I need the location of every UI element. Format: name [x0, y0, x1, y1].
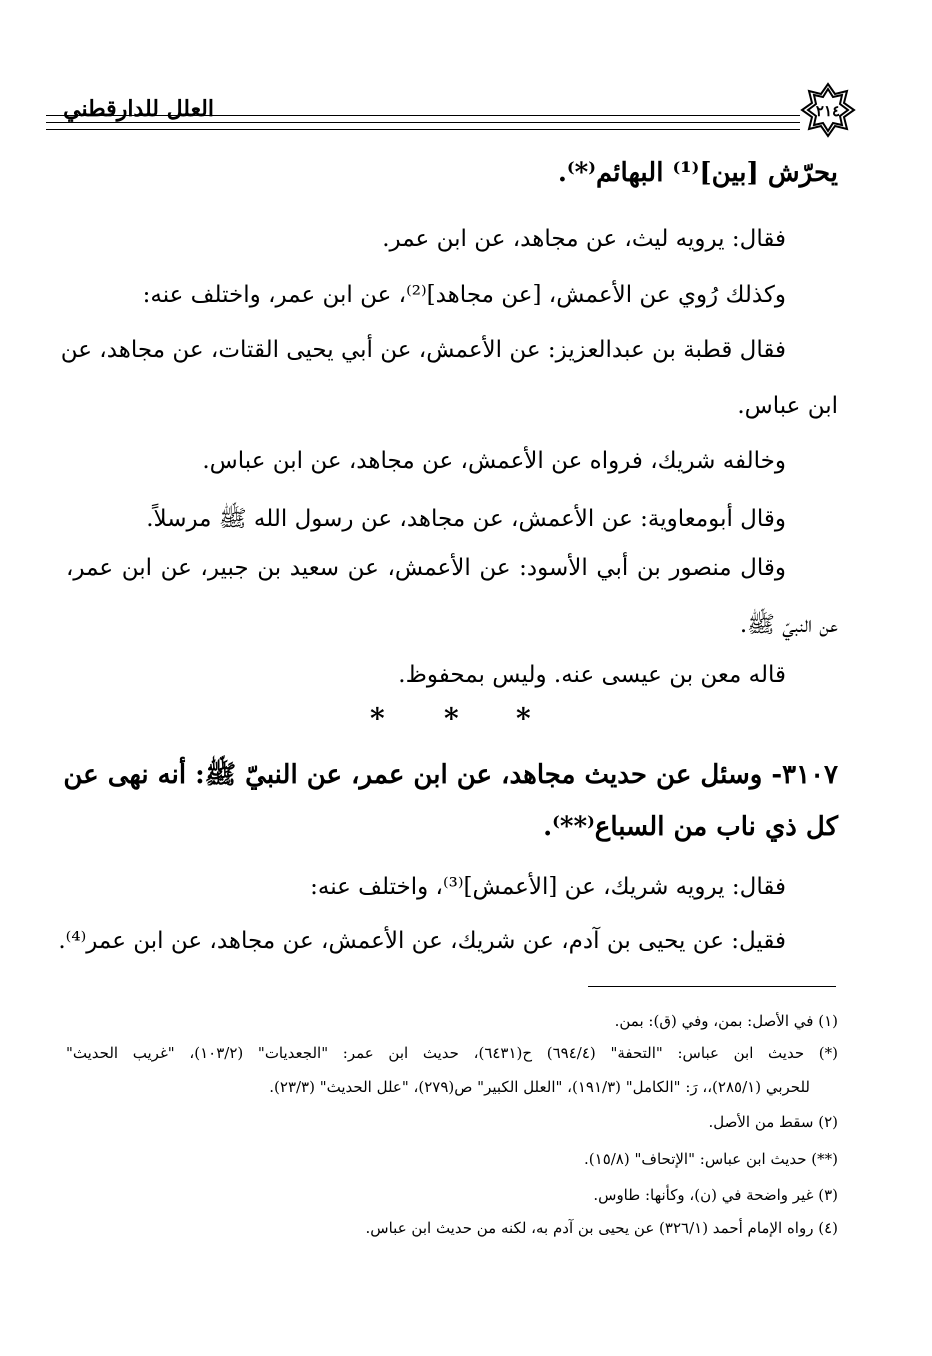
text-line: يحرّش [بين]⁽¹⁾ البهائم⁽*⁾. [557, 158, 838, 188]
footnote: للحربي (٢٨٥/١)،، رَ: "الكامل" (١٩١/٣)، "العلل الكبير" ص(٢٧٩)، "علل الحديث" (٢٣/٣). [269, 1078, 810, 1096]
text-line: وخالفه شريك، فرواه عن الأعمش، عن مجاهد، عن ابن عباس. [202, 448, 786, 474]
text-line: فقال: يرويه ليث، عن مجاهد، عن ابن عمر. [382, 226, 786, 252]
footnote: (*) حديث ابن عباس: "التحفة" (٦٩٤/٤) ح(٦٤٣١)، حديث ابن عمر: "الجعديات" (١٠٣/٢)، "غريب الحديث" [66, 1044, 838, 1062]
footnote: (٣) غير واضحة في (ن)، وكأنها: طاوس. [593, 1186, 838, 1204]
text-line: عن النبيّ ﷺ. [739, 612, 838, 638]
footnote: (٢) سقط من الأصل. [708, 1113, 838, 1131]
header-rule [46, 122, 816, 123]
book-page: العلل للدارقطني ٢١٤ يحرّش [بين]⁽¹⁾ البهائم⁽*⁾. فقال: يرويه ليث، عن مجاهد، عن ابن عمر. وكذلك رُوي عن الأعمش، [عن مجاهد]⁽²⁾، عن ابن عمر، واختلف عنه: فقال قطبة بن عبدالعزيز: عن الأعمش، عن أبي يحيى القتات، عن مجاهد، عن ابن عباس. وخالفه شريك، فرواه عن الأعمش، عن مجاهد، عن ابن عباس. وقال أبومعاوية: عن الأعمش، عن مجاهد، عن رسول الله ﷺ مرسلاً. وقال منصور بن أبي الأسود: عن الأعمش، عن سعيد بن جبير، عن ابن عمر، عن النبيّ ﷺ. قاله معن بن عيسى عنه. وليس بمحفوظ. * * * ٣١٠٧- وسئل عن حديث مجاهد، عن ابن عمر، عن النبيّ ﷺ: أنه نهى عن كل ذي ناب من السباع⁽**⁾. فقال: يرويه شريك، عن [الأعمش]⁽³⁾، واختلف عنه: فقيل: عن يحيى بن آدم، عن شريك، عن الأعمش، عن مجاهد، عن ابن عمر⁽⁴⁾. (١) في الأصل: بمن، وفي (ق): بمن. (*) حديث ابن عباس: "التحفة" (٦٩٤/٤) ح(٦٤٣١)، حديث ابن عمر: "الجعديات" (١٠٣/٢)، "غريب الحديث" للحربي (٢٨٥/١)،، رَ: "الكامل" (١٩١/٣)، "العلل الكبير" ص(٢٧٩)، "علل الحديث" (٢٣/٣). (٢) سقط من الأصل. (**) حديث ابن عباس: "الإتحاف" (١٥/٨). (٣) غير واضحة في (ن)، وكأنها: طاوس. (٤) رواه الإمام أحمد (٣٢٦/١) عن يحيى بن آدم به، لكنه من حديث ابن عباس. [0, 0, 932, 1356]
question-heading: كل ذي ناب من السباع⁽**⁾. [543, 812, 838, 842]
text-line: فقال قطبة بن عبدالعزيز: عن الأعمش، عن أبي يحيى القتات، عن مجاهد، عن [60, 337, 786, 363]
text-line: وكذلك رُوي عن الأعمش، [عن مجاهد]⁽²⁾، عن ابن عمر، واختلف عنه: [142, 282, 786, 308]
text-line: قاله معن بن عيسى عنه. وليس بمحفوظ. [398, 662, 786, 688]
page-number: ٢١٤ [815, 102, 841, 120]
footnote-separator [588, 986, 836, 987]
text-line: فقال: يرويه شريك، عن [الأعمش]⁽³⁾، واختلف عنه: [310, 874, 786, 900]
footnote: (**) حديث ابن عباس: "الإتحاف" (١٥/٨). [584, 1150, 838, 1168]
header-rule [46, 129, 816, 130]
text-line: وقال منصور بن أبي الأسود: عن الأعمش، عن سعيد بن جبير، عن ابن عمر، [66, 555, 786, 581]
footnote: (٤) رواه الإمام أحمد (٣٢٦/١) عن يحيى بن آدم به، لكنه من حديث ابن عباس. [365, 1219, 838, 1237]
question-heading: ٣١٠٧- وسئل عن حديث مجاهد، عن ابن عمر، عن النبيّ ﷺ: أنه نهى عن [63, 760, 838, 790]
page-number-ornament [800, 82, 856, 138]
running-header-title: العلل للدارقطني [63, 96, 214, 122]
text-line: وقال أبومعاوية: عن الأعمش، عن مجاهد، عن رسول الله ﷺ مرسلاً. [146, 506, 786, 532]
header-rule [46, 115, 816, 116]
text-line: ابن عباس. [737, 393, 838, 419]
text-line: فقيل: عن يحيى بن آدم، عن شريك، عن الأعمش، عن مجاهد، عن ابن عمر⁽⁴⁾. [58, 928, 786, 954]
footnote: (١) في الأصل: بمن، وفي (ق): بمن. [614, 1012, 838, 1030]
